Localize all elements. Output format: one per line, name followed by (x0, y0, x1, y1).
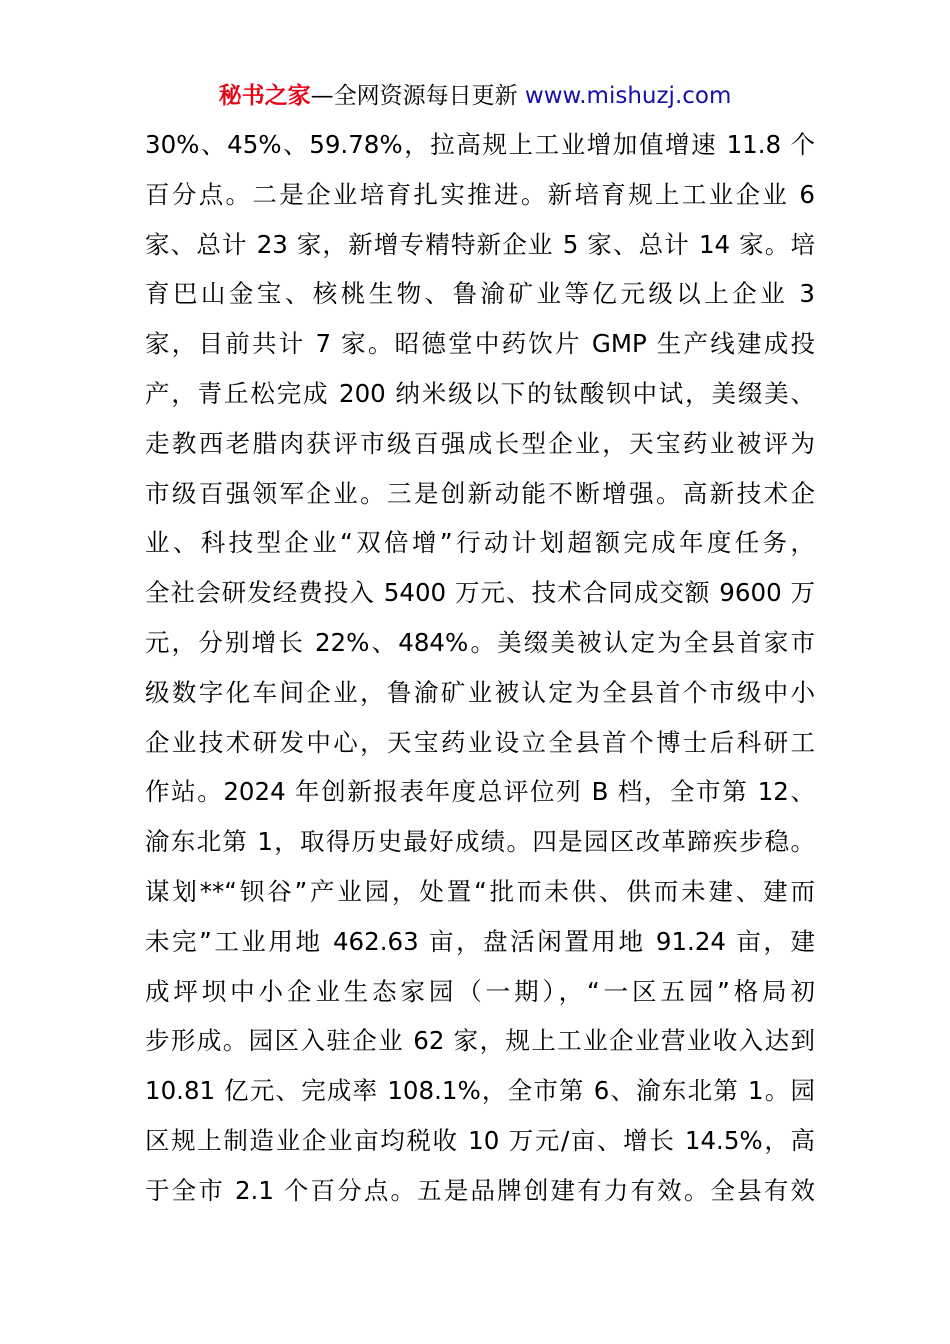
text-line: 家，目前共计 7 家。昭德堂中药饮片 GMP 生产线建成投 (145, 329, 815, 359)
text-line: 家、总计 23 家，新增专精特新企业 5 家、总计 14 家。培 (145, 229, 815, 259)
text-line: 步形成。园区入驻企业 62 家，规上工业企业营业收入达到 (145, 1026, 815, 1056)
text-line: 10.81 亿元、完成率 108.1%，全市第 6、渝东北第 1。园 (145, 1076, 815, 1106)
text-line: 企业技术研发中心，天宝药业设立全县首个博士后科研工 (145, 727, 815, 757)
text-line: 于全市 2.1 个百分点。五是品牌创建有力有效。全县有效 (145, 1175, 815, 1205)
text-line: 产，青丘松完成 200 纳米级以下的钛酸钡中试，美缀美、 (145, 378, 815, 408)
site-header (0, 80, 950, 112)
text-line: 市级百强领军企业。三是创新动能不断增强。高新技术企 (145, 478, 815, 508)
text-line: 未完”工业用地 462.63 亩，盘活闲置用地 91.24 亩，建 (145, 926, 815, 956)
text-line: 元，分别增长 22%、484%。美缀美被认定为全县首家市 (145, 627, 815, 657)
text-line: 区规上制造业企业亩均税收 10 万元/亩、增长 14.5%，高 (145, 1125, 815, 1155)
text-line: 级数字化车间企业，鲁渝矿业被认定为全县首个市级中小 (145, 677, 815, 707)
text-line: 作站。2024 年创新报表年度总评位列 B 档，全市第 12、 (145, 777, 815, 807)
text-line: 百分点。二是企业培育扎实推进。新培育规上工业企业 6 (145, 179, 815, 209)
site-brand: 秘书之家 (218, 83, 311, 109)
text-line: 成坪坝中小企业生态家园（一期），“一区五园”格局初 (145, 976, 815, 1006)
text-line: 育巴山金宝、核桃生物、鲁渝矿业等亿元级以上企业 3 (145, 279, 815, 309)
text-line: 渝东北第 1，取得历史最好成绩。四是园区改革蹄疾步稳。 (145, 827, 815, 857)
header-tagline: 全网资源每日更新 (333, 83, 518, 109)
document-body (145, 120, 815, 1216)
site-url-link[interactable]: www.mishuzj.com (524, 83, 732, 109)
text-line: 业、科技型企业“双倍增”行动计划超额完成年度任务， (145, 528, 815, 558)
text-line: 谋划**“钡谷”产业园，处置“批而未供、供而未建、建而 (145, 876, 815, 906)
text-line: 走教西老腊肉获评市级百强成长型企业，天宝药业被评为 (145, 428, 815, 458)
header-separator: — (310, 83, 334, 109)
text-line: 全社会研发经费投入 5400 万元、技术合同成交额 9600 万 (145, 578, 815, 608)
text-line: 30%、45%、59.78%，拉高规上工业增加值增速 11.8 个 (145, 130, 815, 159)
